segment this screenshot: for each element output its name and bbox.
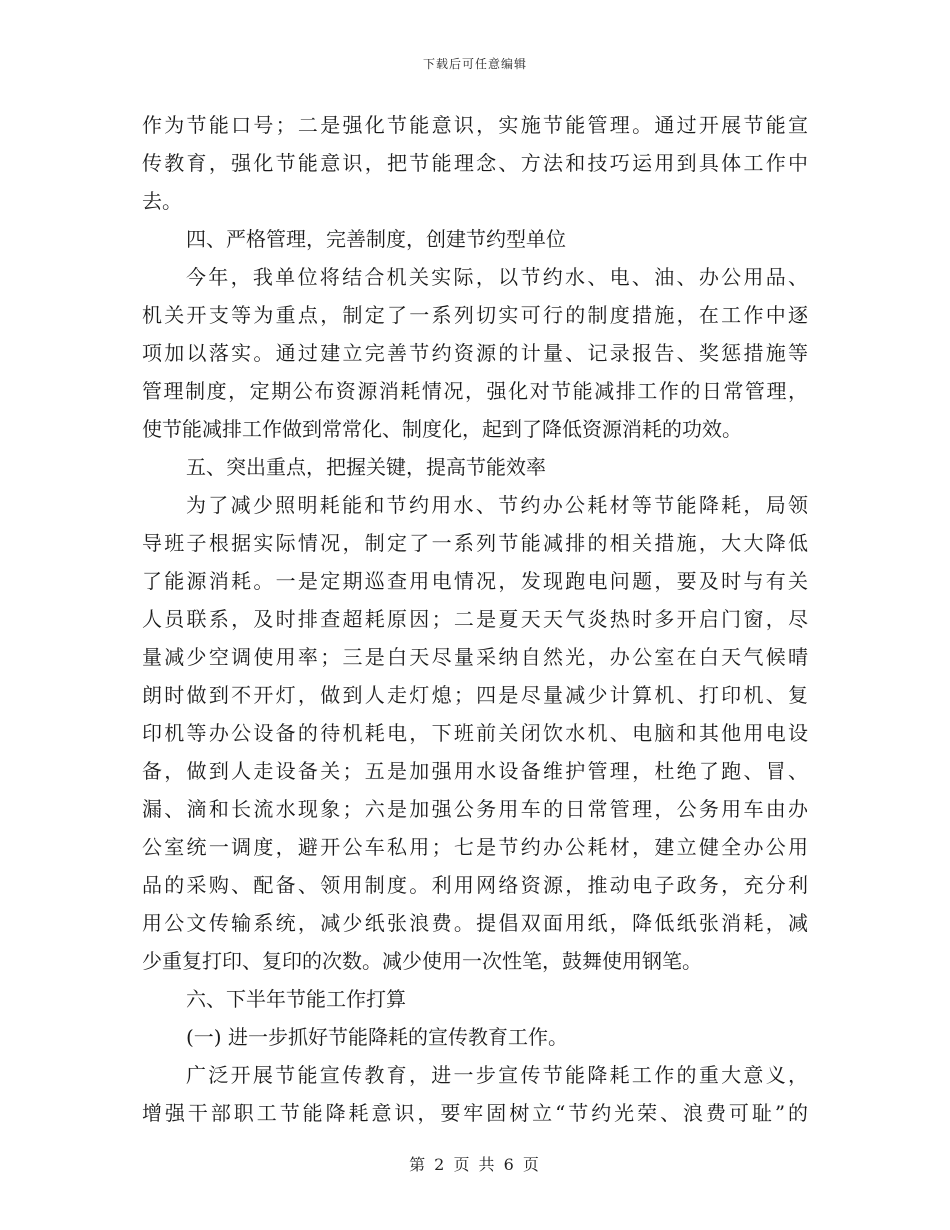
- text-line: 管理制度，定期公布资源消耗情况，强化对节能减排工作的日常管理，: [142, 379, 808, 403]
- text-line: 五、突出重点，把握关键，提高节能效率: [186, 455, 546, 479]
- text-line: 作为节能口号；二是强化节能意识，实施节能管理。通过开展节能宣: [142, 113, 808, 137]
- text-line: 项加以落实。通过建立完善节约资源的计量、记录报告、奖惩措施等: [142, 341, 808, 365]
- page-header: 下载后可任意编辑: [422, 57, 527, 71]
- text-line: 印机等办公设备的待机耗电，下班前关闭饮水机、电脑和其他用电设: [142, 721, 808, 745]
- text-line: 使节能减排工作做到常常化、制度化，起到了降低资源消耗的功效。: [142, 417, 742, 441]
- text-line: 增强干部职工节能降耗意识，要牢固树立“节约光荣、浪费可耻”的: [142, 1101, 808, 1125]
- text-line: 去。: [142, 189, 182, 213]
- text-line: 漏、滴和长流水现象；六是加强公务用车的日常管理，公务用车由办: [142, 797, 808, 821]
- text-line: 传教育，强化节能意识，把节能理念、方法和技巧运用到具体工作中: [142, 151, 808, 175]
- text-line: 朗时做到不开灯，做到人走灯熄；四是尽量减少计算机、打印机、复: [142, 683, 808, 707]
- text-line: 广泛开展节能宣传教育，进一步宣传节能降耗工作的重大意义，: [186, 1063, 808, 1087]
- text-line: 导班子根据实际情况，制定了一系列节能减排的相关措施，大大降低: [142, 531, 808, 555]
- text-line: 品的采购、配备、领用制度。利用网络资源，推动电子政务，充分利: [142, 873, 808, 897]
- text-line: 机关开支等为重点，制定了一系列切实可行的制度措施，在工作中逐: [142, 303, 808, 327]
- text-line: 备，做到人走设备关；五是加强用水设备维护管理，杜绝了跑、冒、: [142, 759, 808, 783]
- text-line: 四、严格管理，完善制度，创建节约型单位: [186, 227, 566, 251]
- text-line: 量减少空调使用率；三是白天尽量采纳自然光，办公室在白天气候晴: [142, 645, 808, 669]
- text-line: 公室统一调度，避开公车私用；七是节约办公耗材，建立健全办公用: [142, 835, 808, 859]
- text-line: 今年，我单位将结合机关实际，以节约水、电、油、办公用品、: [186, 265, 808, 289]
- text-line: 人员联系，及时排查超耗原因；二是夏天天气炎热时多开启门窗，尽: [142, 607, 808, 631]
- text-line: 为了减少照明耗能和节约用水、节约办公耗材等节能降耗，局领: [186, 493, 808, 517]
- document-body: [142, 106, 808, 1132]
- text-line: 了能源消耗。一是定期巡查用电情况，发现跑电问题，要及时与有关: [142, 569, 808, 593]
- text-line: 用公文传输系统，减少纸张浪费。提倡双面用纸，降低纸张消耗，减: [142, 911, 808, 935]
- page-number: 第 2 页 共 6 页: [409, 1155, 541, 1174]
- text-line: 少重复打印、复印的次数。减少使用一次性笔，鼓舞使用钢笔。: [142, 949, 702, 973]
- text-line: (一) 进一步抓好节能降耗的宣传教育工作。: [186, 1025, 568, 1049]
- text-line: 六、下半年节能工作打算: [186, 987, 406, 1011]
